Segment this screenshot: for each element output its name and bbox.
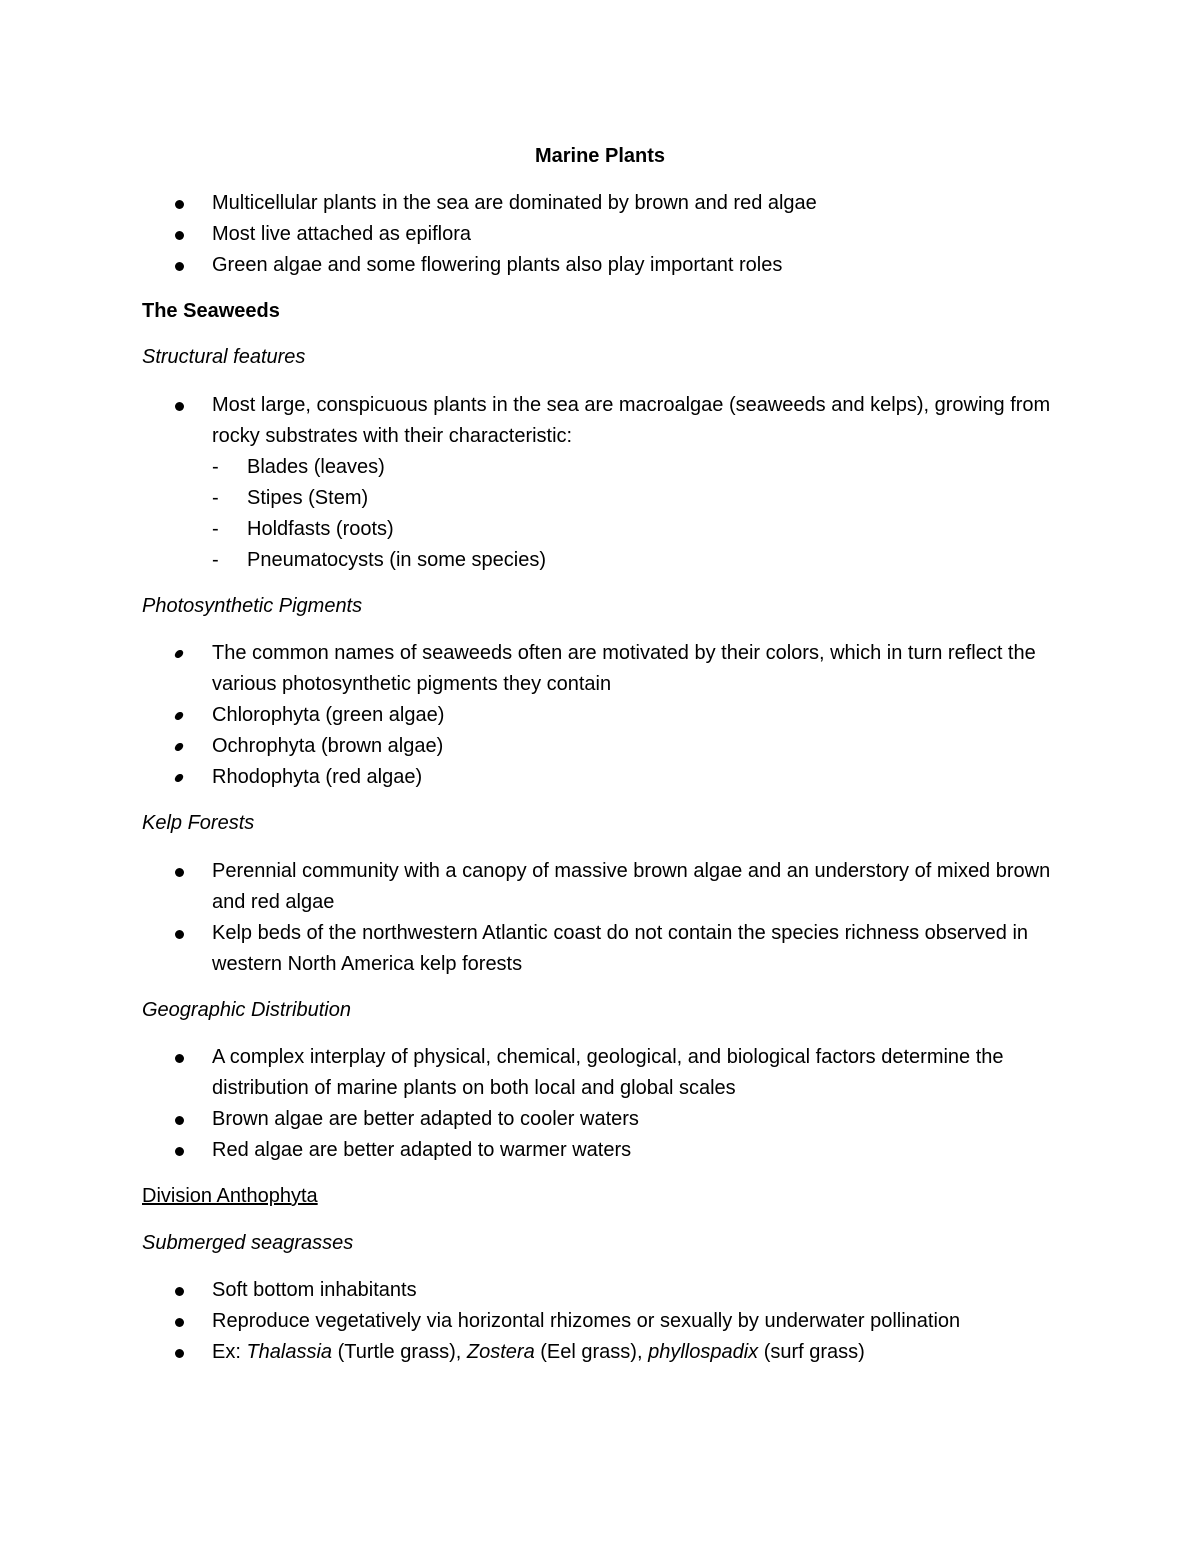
subheading-kelp-forests: Kelp Forests [142, 812, 255, 834]
subheading-structural-features: Structural features [142, 346, 306, 368]
document-title: Marine Plants [534, 145, 666, 167]
list-item: Multicellular plants in the sea are dominated by brown and red algae [0, 188, 1200, 219]
section-heading-anthophyta: Division Anthophyta [142, 1185, 318, 1207]
bullet-icon [175, 1318, 184, 1327]
bullet-icon [175, 868, 184, 877]
list-item: Red algae are better adapted to warmer waters [0, 1135, 1200, 1166]
bullet-icon [175, 1287, 184, 1296]
list-item: Reproduce vegetatively via horizontal rhizomes or sexually by underwater pollination [0, 1306, 1200, 1337]
subheading-submerged-seagrasses: Submerged seagrasses [142, 1232, 354, 1254]
dash-marker: - [212, 518, 219, 540]
sub-list-item: - Stipes (Stem) [0, 483, 1200, 514]
bullet-icon [174, 773, 184, 782]
geo-list [0, 1042, 1200, 1166]
list-item-example: Ex: Thalassia (Turtle grass), Zostera (Eel grass), phyllospadix (surf grass) [0, 1337, 1200, 1368]
list-item: Kelp beds of the northwestern Atlantic coast do not contain the species richness observed in western North America kelp forests [0, 918, 1200, 980]
list-item: The common names of seaweeds often are motivated by their colors, which in turn reflect the various photosynthetic pigments they contain [0, 638, 1200, 700]
kelp-list [0, 856, 1200, 980]
sub-list-item: - Blades (leaves) [0, 452, 1200, 483]
list-item: A complex interplay of physical, chemical, geological, and biological factors determine the distribution of marine plants on both local and global scales [0, 1042, 1200, 1104]
section-heading-seaweeds: The Seaweeds [142, 300, 280, 322]
pigments-list [0, 638, 1200, 793]
bullet-icon [175, 1054, 184, 1063]
seagrass-list [0, 1275, 1200, 1368]
list-item: Rhodophyta (red algae) [0, 762, 1200, 793]
list-item: Most large, conspicuous plants in the sea are macroalgae (seaweeds and kelps), growing from rocky substrates with their characteristic: [0, 390, 1200, 452]
bullet-icon [174, 649, 184, 658]
list-item: Ochrophyta (brown algae) [0, 731, 1200, 762]
list-item: Soft bottom inhabitants [0, 1275, 1200, 1306]
bullet-icon [175, 1116, 184, 1125]
list-item: Perennial community with a canopy of massive brown algae and an understory of mixed brown and red algae [0, 856, 1200, 918]
structural-list [0, 390, 1200, 576]
bullet-icon [175, 262, 184, 271]
list-item: Most live attached as epiflora [0, 219, 1200, 250]
bullet-icon [175, 1147, 184, 1156]
subheading-geographic-distribution: Geographic Distribution [142, 999, 351, 1021]
bullet-icon [175, 231, 184, 240]
dash-marker: - [212, 549, 219, 571]
bullet-icon [175, 1349, 184, 1358]
sub-list-item: - Pneumatocysts (in some species) [0, 545, 1200, 576]
dash-marker: - [212, 456, 219, 478]
bullet-icon [174, 742, 184, 751]
bullet-icon [175, 930, 184, 939]
list-item: Brown algae are better adapted to cooler waters [0, 1104, 1200, 1135]
intro-list [0, 188, 1200, 281]
subheading-photosynthetic-pigments: Photosynthetic Pigments [142, 595, 363, 617]
dash-marker: - [212, 487, 219, 509]
sub-list-item: - Holdfasts (roots) [0, 514, 1200, 545]
list-item: Chlorophyta (green algae) [0, 700, 1200, 731]
bullet-icon [174, 711, 184, 720]
bullet-icon [175, 200, 184, 209]
list-item: Green algae and some flowering plants also play important roles [0, 250, 1200, 281]
bullet-icon [175, 402, 184, 411]
